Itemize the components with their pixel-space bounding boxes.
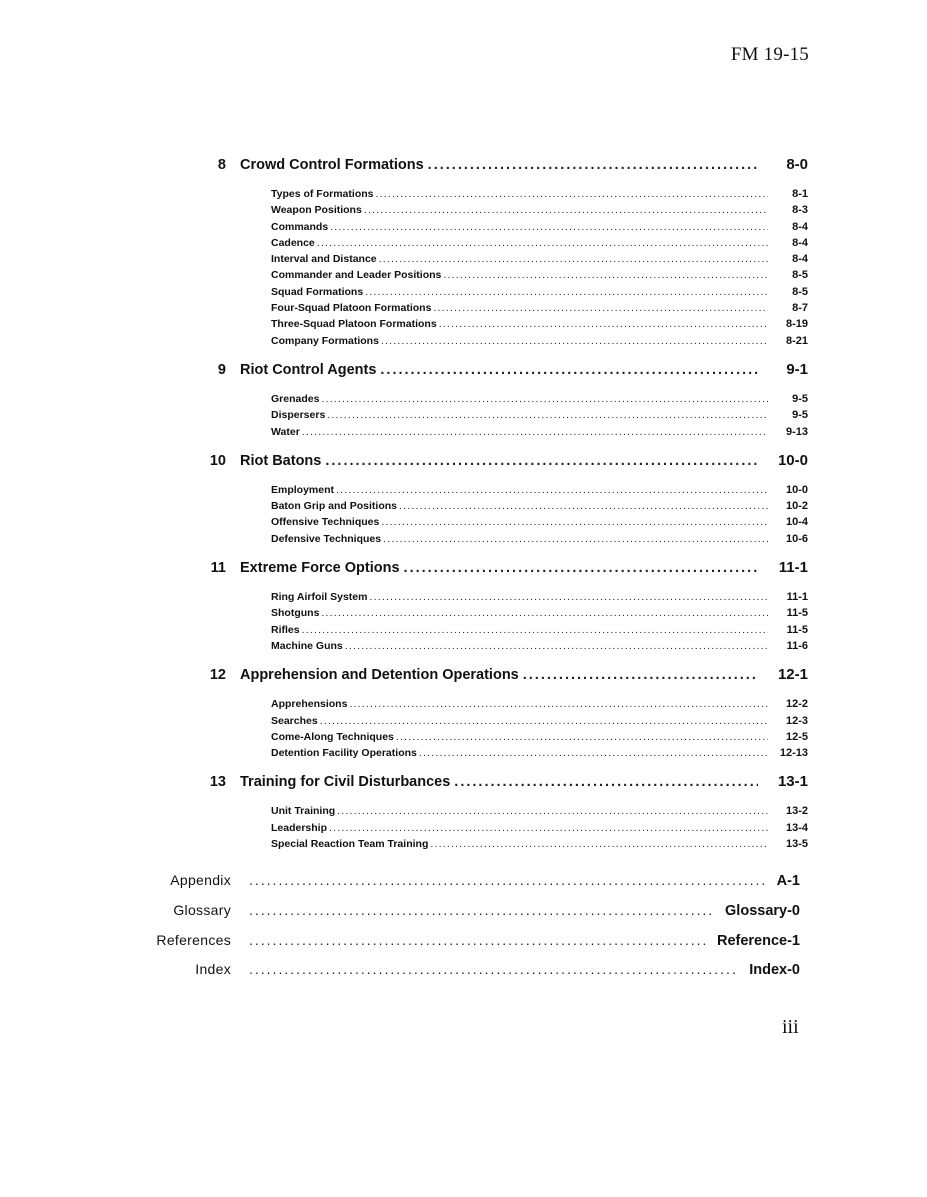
- section-title: Four-Squad Platoon Formations: [271, 302, 432, 315]
- chapter-number: 13: [209, 774, 226, 791]
- dot-leader: [345, 638, 768, 654]
- toc-chapter: [140, 452, 820, 547]
- dot-leader: [249, 872, 765, 888]
- back-matter-page: Reference-1: [716, 932, 800, 949]
- section-entry[interactable]: [271, 836, 808, 852]
- dot-leader: [302, 424, 768, 440]
- chapter-number: 12: [209, 667, 226, 684]
- dot-leader: [249, 902, 713, 918]
- section-entry[interactable]: [271, 251, 808, 267]
- dot-leader: [364, 202, 768, 218]
- section-entry[interactable]: [271, 622, 808, 638]
- toc-chapter: [140, 666, 820, 761]
- section-entry[interactable]: [271, 300, 808, 316]
- chapter-number: 8: [217, 157, 226, 173]
- section-page: 8-7: [792, 302, 808, 315]
- section-page: 11-6: [786, 639, 808, 652]
- chapter-title: Crowd Control Formations: [240, 157, 424, 173]
- section-entry[interactable]: [271, 407, 808, 423]
- section-list: [140, 589, 820, 654]
- section-page: 10-2: [785, 500, 808, 513]
- section-entry[interactable]: [271, 202, 808, 218]
- dot-leader: [327, 407, 768, 423]
- section-page: 8-4: [792, 253, 808, 266]
- chapter-entry[interactable]: [140, 666, 820, 692]
- dot-leader: [433, 300, 768, 316]
- section-entry[interactable]: [271, 514, 808, 530]
- dot-leader: [369, 589, 768, 605]
- section-title: Dispersers: [271, 409, 326, 422]
- section-title: Employment: [271, 483, 335, 496]
- dot-leader: [249, 961, 737, 977]
- section-page: 12-5: [785, 730, 808, 743]
- dot-leader: [330, 219, 768, 235]
- chapter-entry[interactable]: [140, 452, 820, 478]
- section-title: Squad Formations: [271, 285, 364, 298]
- section-entry[interactable]: [271, 589, 808, 605]
- section-page: 13-2: [785, 805, 808, 818]
- chapter-title: Riot Control Agents: [240, 361, 377, 378]
- chapter-page: 10-0: [777, 451, 808, 469]
- dot-leader: [337, 803, 768, 819]
- toc-chapter: [140, 156, 820, 349]
- back-matter-entry[interactable]: [140, 872, 820, 902]
- chapter-title: Extreme Force Options: [240, 560, 400, 577]
- toc-chapter: [140, 559, 820, 654]
- section-entry[interactable]: [271, 745, 808, 761]
- section-title: Types of Formations: [271, 188, 374, 200]
- section-entry[interactable]: [271, 696, 808, 712]
- section-page: 8-5: [792, 269, 808, 282]
- chapter-entry[interactable]: [140, 559, 820, 585]
- chapter-page: 13-1: [777, 773, 808, 791]
- back-matter-page: A-1: [776, 873, 800, 889]
- dot-leader: [329, 820, 768, 836]
- chapter-number: 9: [217, 361, 226, 378]
- section-title: Ring Airfoil System: [271, 591, 368, 604]
- dot-leader: [249, 932, 705, 948]
- section-page: 11-5: [786, 623, 808, 636]
- section-page: 12-13: [779, 747, 808, 760]
- section-title: Commands: [271, 220, 329, 233]
- toc-chapter: [140, 773, 820, 852]
- back-matter-label: Index: [195, 961, 231, 978]
- section-title: Unit Training: [271, 805, 336, 818]
- dot-leader: [336, 482, 768, 498]
- back-matter-entry[interactable]: [140, 961, 820, 991]
- chapter-entry[interactable]: [140, 361, 820, 387]
- section-page: 8-3: [792, 204, 808, 217]
- back-matter-label: Glossary: [173, 901, 231, 918]
- document-id: FM 19-15: [730, 44, 809, 65]
- chapter-page: 12-1: [777, 666, 808, 684]
- section-page: 8-1: [792, 188, 808, 200]
- section-title: Baton Grip and Positions: [271, 500, 398, 513]
- toc-chapter: [140, 361, 820, 440]
- dot-leader: [379, 251, 768, 267]
- section-page: 9-5: [792, 409, 808, 422]
- dot-leader: [383, 531, 768, 547]
- dot-leader: [404, 560, 758, 576]
- chapter-title: Training for Civil Disturbances: [240, 774, 451, 791]
- dot-leader: [317, 235, 768, 251]
- back-matter-entry[interactable]: [140, 932, 820, 962]
- section-entry[interactable]: [271, 391, 808, 407]
- dot-leader: [419, 745, 768, 761]
- section-title: Come-Along Techniques: [271, 730, 394, 743]
- section-page: 9-5: [792, 392, 808, 405]
- dot-leader: [523, 667, 758, 683]
- section-title: Commander and Leader Positions: [271, 269, 442, 282]
- section-page: 12-2: [785, 698, 808, 711]
- section-entry[interactable]: [271, 803, 808, 819]
- section-title: Special Reaction Team Training: [271, 838, 429, 851]
- section-entry[interactable]: [271, 284, 808, 300]
- section-list: [140, 803, 820, 852]
- section-page: 10-6: [785, 532, 808, 545]
- chapter-page: 9-1: [786, 360, 808, 378]
- dot-leader: [349, 696, 768, 712]
- section-title: Leadership: [271, 821, 328, 834]
- section-entry[interactable]: [271, 186, 808, 202]
- dot-leader: [439, 316, 768, 332]
- section-page: 11-1: [786, 591, 808, 604]
- chapter-title: Apprehension and Detention Operations: [240, 667, 519, 684]
- section-title: Interval and Distance: [271, 253, 377, 266]
- section-page: 8-21: [785, 334, 808, 347]
- dot-leader: [430, 836, 768, 852]
- dot-leader: [321, 391, 768, 407]
- dot-leader: [380, 362, 758, 378]
- dot-leader: [396, 729, 768, 745]
- section-list: [140, 482, 820, 547]
- section-page: 8-4: [792, 236, 808, 249]
- chapter-entry[interactable]: [140, 156, 820, 182]
- section-entry[interactable]: [271, 729, 808, 745]
- section-title: Rifles: [271, 623, 300, 636]
- section-entry[interactable]: [271, 820, 808, 836]
- page-number: iii: [782, 1016, 799, 1038]
- section-title: Detention Facility Operations: [271, 747, 417, 760]
- section-list: [140, 696, 820, 761]
- dot-leader: [375, 186, 768, 202]
- section-page: 13-4: [785, 821, 808, 834]
- chapter-title: Riot Batons: [240, 452, 322, 469]
- chapter-page: 8-0: [786, 156, 808, 173]
- dot-leader: [399, 498, 768, 514]
- back-matter-label: Appendix: [170, 872, 231, 888]
- section-page: 8-4: [792, 220, 808, 233]
- dot-leader: [443, 267, 768, 283]
- section-entry[interactable]: [271, 531, 808, 547]
- chapter-number: 11: [210, 560, 226, 577]
- back-matter-label: References: [156, 931, 231, 948]
- dot-leader: [302, 622, 768, 638]
- table-of-contents: [140, 156, 820, 864]
- section-page: 12-3: [785, 714, 808, 727]
- dot-leader: [325, 453, 758, 469]
- section-entry[interactable]: [271, 638, 808, 654]
- section-list: [140, 391, 820, 440]
- section-title: Apprehensions: [271, 698, 348, 711]
- section-page: 10-0: [785, 483, 808, 496]
- section-entry[interactable]: [271, 267, 808, 283]
- section-entry[interactable]: [271, 316, 808, 332]
- section-page: 13-5: [785, 838, 808, 851]
- dot-leader: [381, 514, 768, 530]
- dot-leader: [320, 713, 768, 729]
- section-title: Shotguns: [271, 607, 320, 620]
- section-entry[interactable]: [271, 605, 808, 621]
- section-page: 8-19: [785, 318, 808, 331]
- chapter-number: 10: [209, 452, 226, 469]
- dot-leader: [428, 157, 758, 173]
- dot-leader: [321, 605, 768, 621]
- section-entry[interactable]: [271, 482, 808, 498]
- dot-leader: [365, 284, 768, 300]
- section-entry[interactable]: [271, 713, 808, 729]
- section-title: Offensive Techniques: [271, 516, 380, 529]
- section-entry[interactable]: [271, 219, 808, 235]
- section-page: 10-4: [785, 516, 808, 529]
- dot-leader: [381, 333, 768, 349]
- section-page: 11-5: [786, 607, 808, 620]
- chapter-entry[interactable]: [140, 773, 820, 799]
- dot-leader: [454, 774, 758, 790]
- section-page: 9-13: [785, 425, 808, 438]
- section-title: Defensive Techniques: [271, 532, 382, 545]
- section-title: Weapon Positions: [271, 204, 362, 217]
- section-title: Three-Squad Platoon Formations: [271, 318, 437, 331]
- back-matter-page: Glossary-0: [725, 902, 800, 919]
- back-matter-page: Index-0: [749, 962, 800, 979]
- back-matter-entry[interactable]: [140, 902, 820, 932]
- section-entry[interactable]: [271, 498, 808, 514]
- section-title: Grenades: [271, 392, 320, 405]
- section-entry[interactable]: [271, 235, 808, 251]
- section-entry[interactable]: [271, 333, 808, 349]
- section-page: 8-5: [792, 285, 808, 298]
- section-title: Machine Guns: [271, 639, 343, 652]
- back-matter-list: [140, 872, 820, 991]
- section-list: [140, 186, 820, 349]
- section-title: Searches: [271, 714, 318, 727]
- chapter-page: 11-1: [778, 559, 808, 577]
- section-title: Cadence: [271, 236, 315, 249]
- section-entry[interactable]: [271, 424, 808, 440]
- section-title: Water: [271, 425, 300, 438]
- section-title: Company Formations: [271, 334, 379, 347]
